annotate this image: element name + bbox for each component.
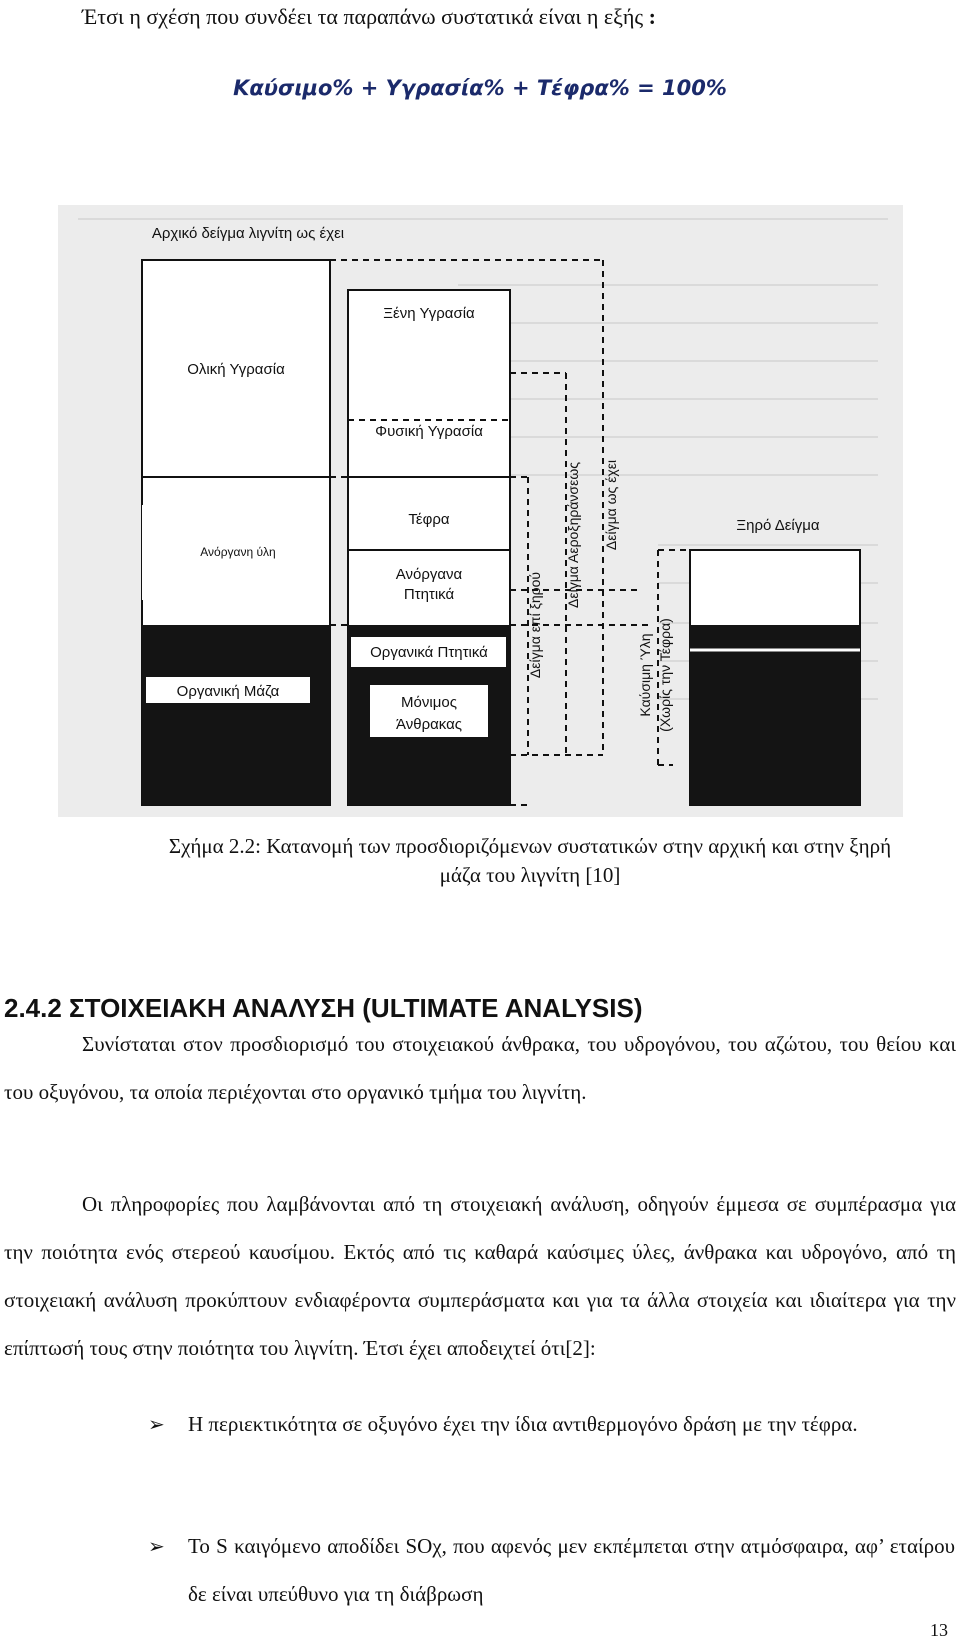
col2-carbon: Άνθρακας — [395, 716, 463, 733]
col2-natural-moisture: Φυσική Υγρασία — [375, 423, 483, 440]
intro-colon: : — [648, 4, 656, 29]
column-original-sample — [142, 260, 330, 805]
paragraph-2-text: Οι πληροφορίες που λαμβάνονται από τη στοιχειακή ανάλυση, οδηγούν έμμεσα σε συμπέρασμα για την ποιότητα ενός στερεού καυσίμου. Εκτός από τις καθαρά καύσιμες ύλες, άνθρακα και υδρογόνο, από τη στοιχειακή ανάλυση προκύπτουν ενδιαφέροντα συμπεράσματα και για τα άλλα στοιχεία και ιδιαίτερα για την επίπτωσή τους στην ποιότητα του λιγνίτη. Έτσι έχει αποδειχτεί ότι[2]: — [4, 1192, 956, 1360]
col2-inorganic: Ανόργανα — [395, 566, 463, 583]
label-combustible: Καύσιμη Ύλη — [637, 633, 653, 717]
column-dry-sample — [690, 550, 860, 805]
col2-ash: Τέφρα — [408, 511, 450, 528]
section-heading: 2.4.2 ΣΤΟΙΧΕΙΑΚΗ ΑΝΑΛΥΣΗ (ULTIMATE ANALYSIS) — [4, 993, 643, 1023]
intro-text: Έτσι η σχέση που συνδέει τα παραπάνω συστατικά είναι η εξής — [82, 4, 644, 29]
label-dry-basis: Δείγμα επί ξηρού — [527, 571, 543, 679]
bullet-text: Το S καιγόμενο αποδίδει SOχ, που αφενός μεν εκπέμπεται στην ατμόσφαιρα, αφ’ εταίρου δε είναι υπεύθυνο για τη διάβρωση — [188, 1534, 955, 1606]
paragraph-2 — [4, 1180, 956, 1372]
paragraph-1-text: Συνίσταται στον προσδιορισμό του στοιχειακού άνθρακα, του υδρογόνου, του αζώτου, του θείου και του οξυγόνου, τα οποία περιέχονται στο οργανικό τμήμα του λιγνίτη. — [4, 1032, 956, 1104]
page-number: 13 — [930, 1620, 948, 1640]
arrow-bullet-icon: ➢ — [148, 1412, 165, 1436]
col3-dry-sample: Ξηρό Δείγμα — [736, 517, 820, 534]
label-air-dried: Δείγμα Αεροξηράνσεως — [565, 462, 581, 608]
intro-sentence — [82, 4, 656, 30]
label-without-ash: (Χωρίς την Τέφρα) — [657, 618, 673, 732]
col1-inorganic-matter: Ανόργανη ύλη — [200, 545, 276, 559]
paragraph-1 — [4, 1020, 956, 1116]
bullet-text: Η περιεκτικότητα σε οξυγόνο έχει την ίδια αντιθερμογόνο δράση με την τέφρα. — [188, 1412, 858, 1436]
arrow-bullet-icon: ➢ — [148, 1534, 165, 1558]
col2-fixed: Μόνιμος — [401, 694, 457, 711]
col2-volatiles: Πτητικά — [403, 586, 455, 603]
formula: Καύσιμο% + Υγρασία% + Τέφρα% = 100% — [233, 76, 727, 100]
lignite-composition-figure — [58, 205, 903, 817]
caption-line-2: μάζα του λιγνίτη [10] — [439, 863, 621, 887]
caption-line-1: Σχήμα 2.2: Κατανομή των προσδιοριζόμενων συστατικών στην αρχική και στην ξηρή — [168, 834, 892, 858]
col1-total-moisture: Ολική Υγρασία — [187, 361, 285, 378]
col2-foreign-moisture: Ξένη Υγρασία — [383, 305, 475, 322]
label-as-received: Δείγμα ως έχει — [603, 459, 619, 551]
col1-organic-mass: Οργανική Μάζα — [176, 683, 280, 700]
figure-caption — [100, 832, 960, 890]
col1-title: Αρχικό δείγμα λιγνίτη ως έχει — [151, 225, 345, 242]
col2-organic-volatiles: Οργανικά Πτητικά — [370, 644, 488, 661]
scan-artifact — [142, 505, 187, 600]
